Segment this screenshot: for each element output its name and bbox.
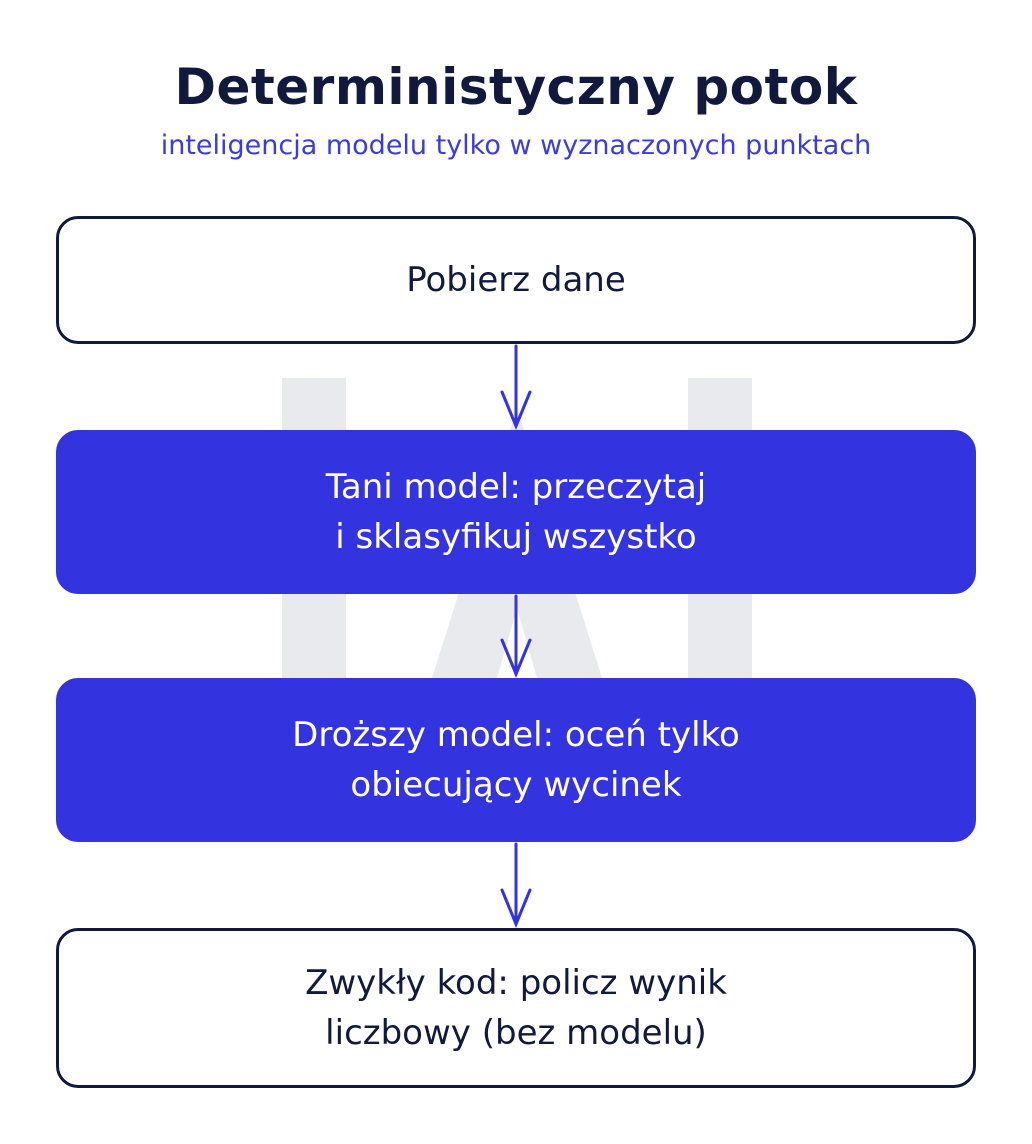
arrow-down-icon (502, 346, 530, 426)
diagram-subtitle: inteligencja modelu tylko w wyznaczonych punktach (160, 130, 872, 161)
arrow-down-icon (502, 844, 530, 924)
step-label: Droższy model: oceń tylko obiecujący wycinek (292, 715, 740, 805)
step-label: Zwykły kod: policz wynik liczbowy (bez modelu) (305, 963, 727, 1053)
step-label: Tani model: przeczytaj i sklasyfikuj wszystko (325, 467, 707, 557)
diagram-title: Deterministyczny potok (174, 58, 858, 116)
arrow-down-icon (502, 596, 530, 674)
step-label: Pobierz dane (406, 260, 626, 300)
